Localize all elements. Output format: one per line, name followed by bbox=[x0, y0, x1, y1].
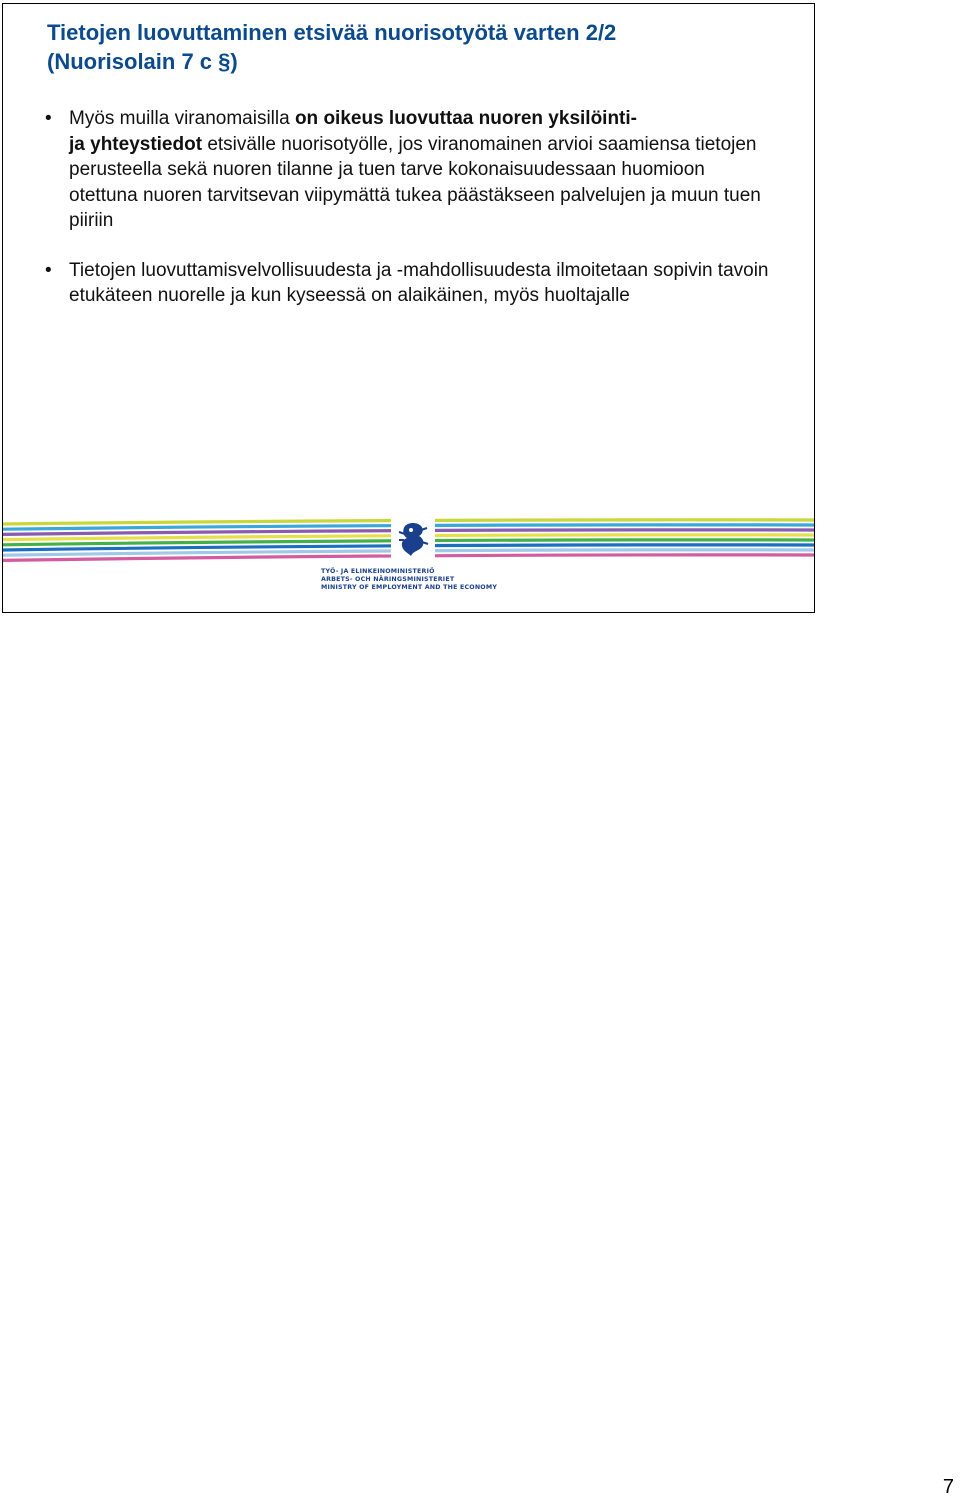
bullet-1-bold-a: on oikeus luovuttaa nuoren yksilöinti- bbox=[294, 108, 637, 129]
bullet-1-bold-b: ja yhteystiedot bbox=[69, 133, 203, 155]
bullet-1-text-a: Myös muilla viranomaisilla bbox=[69, 108, 295, 129]
ministry-logo-text bbox=[321, 568, 521, 592]
title-line-2: (Nuorisolain 7 c §) bbox=[47, 49, 238, 74]
bullet-item-2 bbox=[45, 258, 775, 309]
bullet-marker: • bbox=[45, 108, 52, 129]
title-line-1: Tietojen luovuttaminen etsivää nuorisotyötä varten 2/2 bbox=[47, 20, 617, 45]
bullet-list bbox=[45, 106, 775, 333]
lion-crest-icon bbox=[391, 518, 435, 564]
bullet-item-1 bbox=[45, 106, 775, 234]
page-number: 7 bbox=[942, 1476, 954, 1498]
logo-line-3: MINISTRY OF EMPLOYMENT AND THE ECONOMY bbox=[321, 584, 498, 591]
logo-line-2: ARBETS- OCH NÄRINGSMINISTERIET bbox=[321, 576, 455, 583]
logo-line-1: TYÖ- JA ELINKEINOMINISTERIÖ bbox=[321, 568, 435, 575]
bullet-marker: • bbox=[45, 259, 52, 281]
slide bbox=[2, 3, 815, 613]
bullet-1-text-b: etsivälle nuorisotyölle, jos viranomainen arvioi saamiensa tietojen perusteella sekä nuoren tilanne ja tuen tarve kokonaisuudessaan huomioon otettuna nuoren tarvitsevan viipymättä tukea päästäkseen palvelujen ja muun tuen piiriin bbox=[69, 133, 761, 231]
slide-title bbox=[47, 18, 787, 76]
bullet-2-text: Tietojen luovuttamisvelvollisuudesta ja -mahdollisuudesta ilmoitetaan sopivin tavoin etukäteen nuorelle ja kun kyseessä on alaikäinen, myös huoltajalle bbox=[69, 259, 769, 306]
